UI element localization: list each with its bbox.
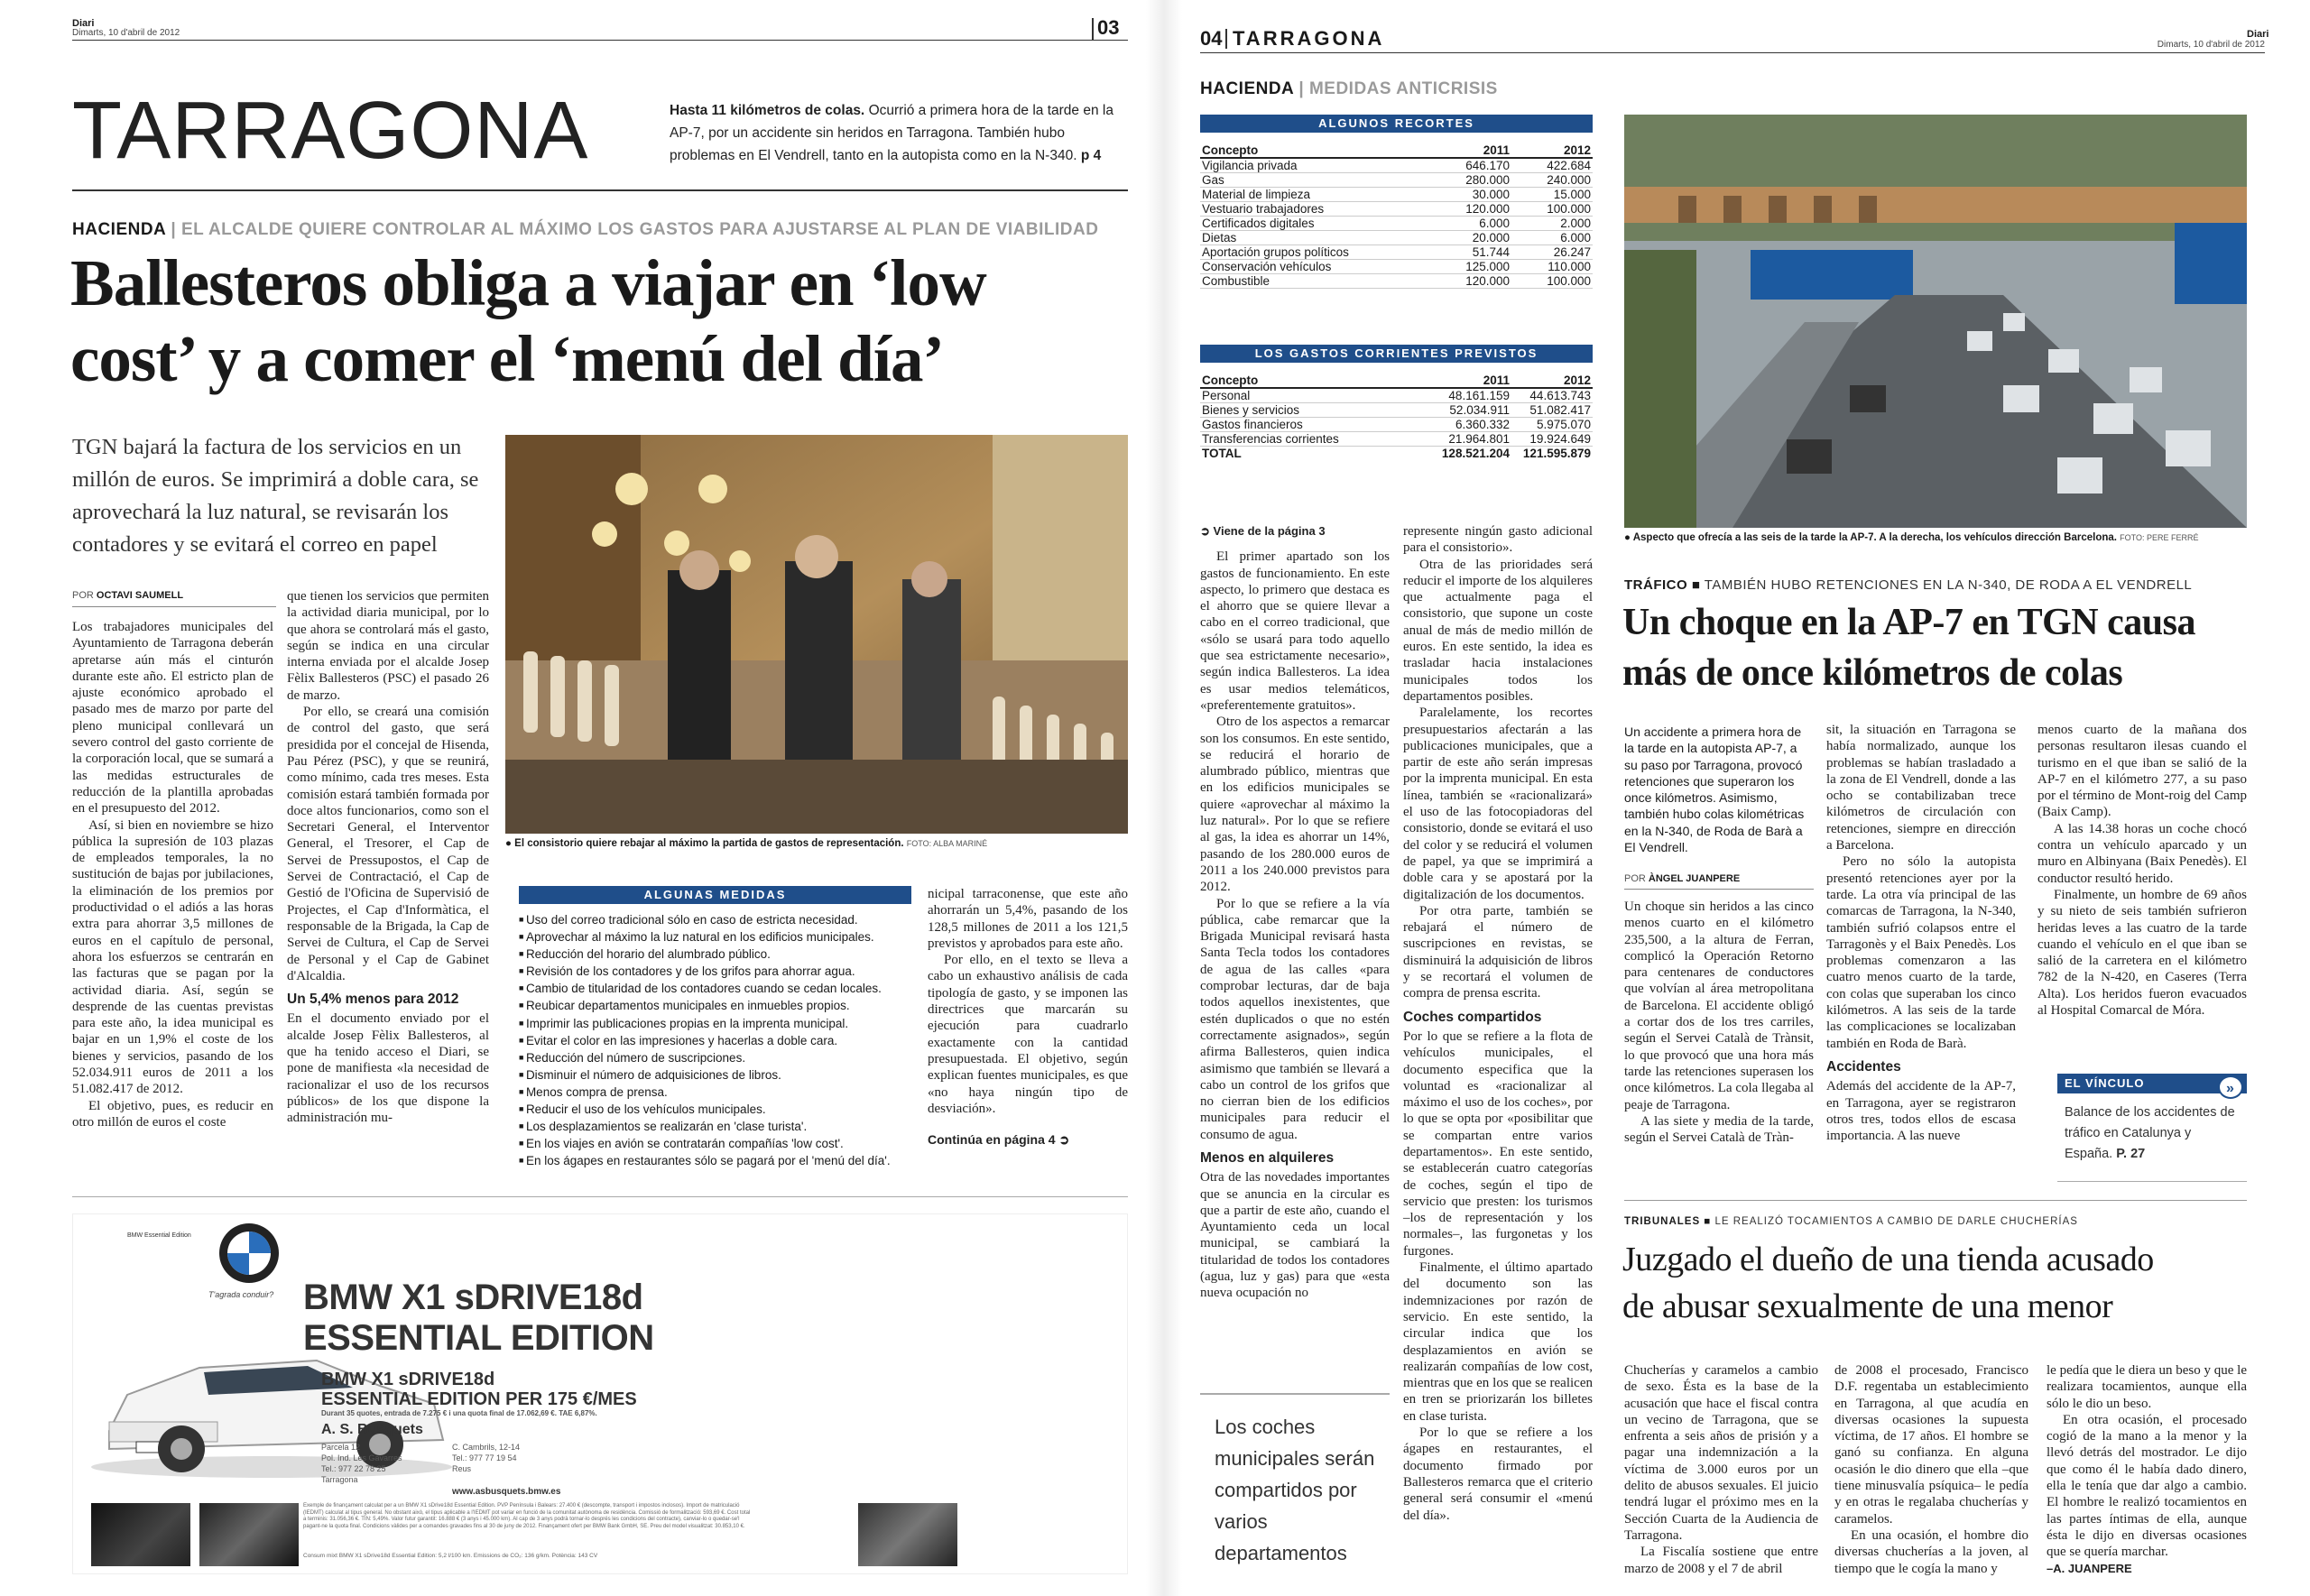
table-header-cell: 2012 (1511, 143, 1593, 158)
table-cell: 120.000 (1430, 202, 1511, 217)
left-page (0, 0, 1146, 1596)
right-kicker: HACIENDA | MEDIDAS ANTICRISIS (1200, 79, 1498, 98)
table-cell: 240.000 (1511, 173, 1593, 188)
table-row (1200, 217, 1593, 231)
right-page-number-divider (1225, 29, 1227, 49)
cuts-table-box (1200, 115, 1593, 289)
table-cell: 21.964.801 (1430, 432, 1511, 447)
traffic-headline-line-1: Un choque en la AP-7 en TGN causa (1622, 602, 2195, 643)
table-cell: 2.000 (1511, 217, 1593, 231)
section-title: TARRAGONA (72, 86, 589, 176)
table-cell: Dietas (1200, 231, 1430, 245)
measure-item: ■ Aprovechar al máximo la luz natural en los edificios municipales. (519, 928, 911, 946)
ad-address-2: C. Cambrils, 12-14 Tel.: 977 77 19 54 Reus (452, 1443, 521, 1473)
table-cell: 280.000 (1430, 173, 1511, 188)
continued-column-2 (1403, 523, 1593, 1583)
headline-line-2: cost’ y a comer el ‘menú del día’ (70, 322, 944, 395)
col4-paragraph: nicipal tarraconense, que este año ahorrarán un 5,4%, pasando de los 128,5 millones de 2011 a los 121,5 previstos y aprobados para este año. (928, 887, 1128, 951)
right-masthead-date: Dimarts, 10 d'abril de 2012 (2157, 40, 2265, 50)
table-cell: 51.082.417 (1511, 403, 1593, 418)
table-row (1200, 231, 1593, 245)
table-total-row (1200, 447, 1593, 461)
measures-list (519, 911, 911, 1169)
masthead-rule (72, 40, 1128, 41)
court-signoff: –A. JUANPERE (2047, 1561, 2132, 1575)
council-photo (505, 435, 1128, 834)
ad-legal-2: Consum mixt BMW X1 sDrive18d Essential Edition: 5,2 l/100 km. Emissions de CO₂: 136 g/km. Potència: 143 CV (303, 1553, 598, 1559)
court-col3-paragraph: le pedía que le diera un beso y que le realizara tocamientos, aunque ella sólo le dio un beso. (2047, 1363, 2247, 1411)
right-masthead-brand: Diari (2247, 29, 2269, 40)
cont-col2-paragraph: Otra de las prioridades será reducir el importe de los alquileres que actualmente paga el consistorio, que supone un coste anual de más de medio millón de euros. En este sentido, la idea es trasladar hacia instalaciones municipales todos los departamentos posibles. (1403, 557, 1593, 704)
table-cell: 20.000 (1430, 231, 1511, 245)
table-cell: Transferencias corrientes (1200, 432, 1430, 447)
table-cell: Material de limpieza (1200, 188, 1430, 202)
table-cell: 6.000 (1511, 231, 1593, 245)
table-row (1200, 245, 1593, 260)
ad-edition: ESSENTIAL EDITION (303, 1318, 654, 1358)
court-col1-paragraph: Chucherías y caramelos a cambio de sexo. Ésta es la base de la acusación que hace el fiscal contra un vecino de Tarragona, que se enfrenta a seis años de prisión y a pagar una indemnización a la víctima de 3.000 euros por un delito de abusos sexuales. El juicio tendrá lugar el próximo mes en la Sección Cuarta de la Audiencia de Tarragona. (1624, 1363, 1818, 1543)
table-cell: 26.247 (1511, 245, 1593, 260)
traffic-column-1 (1624, 899, 1814, 1196)
kicker: HACIENDA | EL ALCALDE QUIERE CONTROLAR AL MÁXIMO LOS GASTOS PARA AJUSTARSE AL PLAN DE VIABILIDAD (72, 220, 1099, 239)
masthead-brand: Diari (72, 18, 95, 29)
ad-headlight-thumb (91, 1503, 190, 1566)
right-page (1182, 0, 2310, 1596)
link-arrow-icon: » (2218, 1075, 2243, 1099)
traffic-col1-paragraph: Un choque sin heridos a las cinco menos cuarto en el kilómetro 235,500, a la altura de Ferran, complicó la Operación Retorno para centenares de conductores que volvían al área metropolitana de Barcelona. El accidente obligó a cortar dos de los tres carriles, según el Servei Català de Trànsit, lo que provocó que una hora más tarde las retenciones superasen los once kilómetros. La cola llegaba al peaje de Tarragona. (1624, 899, 1814, 1112)
table-cell: TOTAL (1202, 447, 1242, 460)
measure-item: ■ Uso del correo tradicional sólo en caso de estricta necesidad. (519, 911, 911, 928)
col2-paragraph: En el documento enviado por el alcalde Josep Fèlix Ballesteros, al que ha tenido acceso el Diari, se pone de manifiesta «la necesidad de racionalizar el uso de los recursos públicos» de los que dispone la administración mu- (287, 1011, 489, 1126)
council-staircase-image (505, 435, 1128, 834)
traffic-kicker: TRÁFICO ■ TAMBIÉN HUBO RETENCIONES EN LA N-340, DE RODA A EL VENDRELL (1624, 577, 2193, 593)
court-headline-line-2: de abusar sexualmente de una menor (1622, 1287, 2113, 1325)
teaser (670, 99, 1130, 167)
table-cell: 19.924.649 (1511, 432, 1593, 447)
kicker-sub: EL ALCALDE QUIERE CONTROLAR AL MÁXIMO LOS GASTOS PARA AJUSTARSE AL PLAN DE VIABILIDAD (180, 220, 1099, 239)
traffic-col2-paragraph: Pero no sólo la autopista presentó retenciones ayer por la tarde. La otra vía principal de las comarcas de Tarragona, la N-340, también sufrió colapsos entre el Tarragonès y el Baix Penedès. Los problemas comenzaron a las cuatro menos cuarto de la tarde, con colas que superaban los cinco kilómetros. A las seis de la tarde las complicaciones se localizaban también en Roda de Barà. (1826, 854, 2016, 1051)
teaser-page-ref: p 4 (1080, 148, 1102, 163)
cont-col1-paragraph: Otro de los aspectos a remarcar son los consumos. En este sentido, se reducirá el horario de alumbrado público, mientras que en los edificios municipales se quiere «aprovechar al máximo la luz natural». Por lo que se refiere al gas, la idea es ahorrar un 14%, pasando de los 280.000 euros de 2011 a los 240.000 previstos para 2012. (1200, 715, 1390, 895)
traffic-photo-credit: FOTO: PERE FERRÉ (2120, 533, 2199, 542)
table-cell: 44.613.743 (1511, 388, 1593, 403)
table-row (1200, 403, 1593, 418)
quote-rule (1200, 1393, 1390, 1395)
traffic-kicker-sub: TAMBIÉN HUBO RETENCIONES EN LA N-340, DE RODA A EL VENDRELL (1704, 577, 2193, 593)
court-col2-paragraph: En una ocasión, el hombre dio diversas chucherías a la joven, al tiempo que le cogía la mano y (1834, 1527, 2028, 1576)
article-column-4 (928, 886, 1128, 1148)
article-column-1 (72, 619, 273, 1160)
cont-col2-subhead: Coches compartidos (1403, 1009, 1542, 1025)
table-header-cell: 2011 (1430, 374, 1511, 388)
traffic-col3-paragraph: menos cuarto de la mañana dos personas resultaron ilesas cuando el turismo en el que iban se salió de la AP-7 en el kilómetro 277, a su paso por el término de Mont-roig del Camp (Baix Camp). (2037, 723, 2247, 820)
cont-col1-paragraph: Otra de las novedades importantes que se anuncia en la circular es que a partir de este año, cuando el Ayuntamiento ceda un local municipal, se cambiará la titularidad de todos los contadores (agua, luz y gas) para que «esta nueva ocupación no (1200, 1170, 1390, 1301)
traffic-byline-name: ÀNGEL JUANPERE (1648, 873, 1741, 884)
photo-credit: FOTO: ALBA MARINÉ (906, 839, 988, 848)
court-col3-paragraph: En otra ocasión, el procesado cogió de la mano a la menor y la llevó detrás del mostrador. Le dijo que como él le había dado dinero, ella le tenía que dar algo a cambio. El hombre le realizó tocamientos en las partes íntimas de ella, aunque ésta le dijo en diversas ocasiones que se quería marchar. (2047, 1412, 2247, 1560)
table-cell: 51.744 (1430, 245, 1511, 260)
table-cell: Vestuario trabajadores (1200, 202, 1430, 217)
court-col2-paragraph: de 2008 el procesado, Francisco D.F. regentaba un establecimiento en Tarragona, al que acudía en diversas ocasiones la supuesta víctima, de 17 años. El hombre se ganó su confianza. En alguna ocasión le dio dinero que ella –que tiene minusvalía psíquica– le pedía y en otras le regalaba chucherías y caramelos. (1834, 1363, 2028, 1527)
ad-interior-thumb (858, 1503, 957, 1566)
cont-col1-paragraph: El primer apartado son los gastos de funcionamiento. En este aspecto, lo primero que destaca es el ahorro que se quiere llevar a cabo en el correo tradicional, que «sólo se usará para todo aquello que sea estrictamente necesario», según indica Ballesteros. La idea es usar medios telemáticos, «preferentemente gratuitos». (1200, 549, 1390, 713)
court-headline-line-1: Juzgado el dueño de una tienda acusado (1622, 1241, 2154, 1278)
table-row (1200, 202, 1593, 217)
table-row (1200, 432, 1593, 447)
table-cell: 48.161.159 (1430, 388, 1511, 403)
table-header-cell: Concepto (1200, 374, 1430, 388)
traffic-col2-paragraph: sit, la situación en Tarragona se había normalizado, aunque los problemas se habían trasladado a la zona de El Vendrell, donde a las ocho se contabilizaban trece kilómetros de circulación con retenciones, siempre en dirección a Barcelona. (1826, 723, 2016, 853)
right-kicker-label: HACIENDA (1200, 79, 1294, 98)
bmw-ad (72, 1213, 1128, 1574)
ad-small-logo-text: BMW Essential Edition (127, 1232, 191, 1239)
table-cell: Vigilancia privada (1200, 158, 1430, 173)
cont-col1-paragraph: Por lo que se refiere a la vía pública, cabe remarcar que la Brigada Municipal revisará hasta Santa Tecla todos los contadores de agua de las calles «para comprobar lecturas, dar de baja todos aquellos inexistentes, que estén duplicados o que no estén correctamente asignados», según afirma Ballesteros, quien indica asimismo que también se llevará a cabo un control de los grifos que no cierran bien de los edificios municipales para reducir el consumo de agua. (1200, 896, 1390, 1142)
court-column-3 (2047, 1362, 2247, 1583)
table-cell: 6.360.332 (1430, 418, 1511, 432)
table-row (1200, 388, 1593, 403)
continues-link[interactable]: Continúa en página 4 ➲ (928, 1132, 1070, 1148)
right-section-label: TARRAGONA (1233, 27, 1385, 50)
table-header-cell: 2012 (1511, 374, 1593, 388)
kicker-label: HACIENDA (72, 220, 166, 239)
col1-paragraph: Así, si bien en noviembre se hizo pública la supresión de 103 plazas de empleados temporales, la no sustitución de bajas por jubilaciones, la eliminación de los premios por productividad o el adiós a las horas extra para ahorrar 3,5 millones de euros en el capítulo de personal, ahora los esfuerzos se centrarán en las facturas que se pagan por la actividad diaria. Así, según se desprende de las cuentas previstas para este año, la idea municipal es bajar en un 1,9% el coste de los bienes y servicios, pasando de los 52.034.911 euros de 2011 a los 51.082.417 de 2012. (72, 817, 273, 1097)
ad-dealer: A. S. Busquets (321, 1422, 423, 1437)
table-cell: 100.000 (1511, 274, 1593, 289)
col1-paragraph: Los trabajadores municipales del Ayuntamiento de Tarragona deberán apretarse aún más el cinturón durante este año. El estricto plan de ajuste económico aprobado el pasado mes de marzo por parte del pleno municipal conllevará un severo control del gasto corriente de la corporación local, que se sumará a las medidas estructurales de reducción de la plantilla aprobadas en el presupuesto del 2012. (72, 620, 273, 816)
table-row (1200, 173, 1593, 188)
ad-rule (72, 1196, 1128, 1197)
traffic-kicker-label: TRÁFICO (1624, 577, 1688, 593)
measure-item: ■ Reducir el uso de los vehículos municipales. (519, 1101, 911, 1118)
table-cell: Aportación grupos políticos (1200, 245, 1430, 260)
table-row (1200, 158, 1593, 173)
masthead-date: Dimarts, 10 d'abril de 2012 (72, 28, 180, 38)
table-row (1200, 260, 1593, 274)
link-box-text: Balance de los accidentes de tráfico en Catalunya y España. P. 27 (2065, 1105, 2235, 1161)
measure-item: ■ Los desplazamientos se realizarán en 'clase turista'. (519, 1118, 911, 1135)
teaser-bold: Hasta 11 kilómetros de colas. (670, 103, 865, 118)
cont-col2-paragraph: Por lo que se refiere a la flota de vehículos municipales, el documento especifica que la voluntad es «racionalizar al máximo el uso de los coches», por lo que se opta por «posibilitar que se compartan entre varios departamentos». En este sentido, se establecerán cuatro categorías de coches, según el tipo de servicio que presten: los turismos –los de representación y los normales–, las furgonetas y los furgones. (1403, 1029, 1593, 1259)
byline-rule (72, 606, 276, 607)
deck: TGN bajará la factura de los servicios en un millón de euros. Se imprimirá a doble cara, se aprovechará la luz natural, se revisarán los contadores y se evitará el correo en papel (72, 435, 479, 557)
table-row (1200, 418, 1593, 432)
table-cell: Gas (1200, 173, 1430, 188)
table-cell: 30.000 (1430, 188, 1511, 202)
link-box[interactable] (2057, 1074, 2247, 1182)
traffic-col1-paragraph: A las siete y media de la tarde, según el Servei Català de Tràn- (1624, 1113, 1814, 1146)
ad-url[interactable]: www.asbusquets.bmw.es (452, 1487, 561, 1497)
link-box-label: EL VÍNCULO » (2057, 1074, 2247, 1093)
table-cell: Conservación vehículos (1200, 260, 1430, 274)
byline (72, 590, 183, 601)
measure-item: ■ En los ágapes en restaurantes sólo se pagará por el 'menú del día'. (519, 1152, 911, 1169)
col2-paragraph: Por ello, se creará una comisión de control del gasto, que será presidida por el concejal de Hisenda, Pau Pérez (PSC), y que se reunirá, como mínimo, cada tres meses. Esta comisión estará también formada por doce altos funcionarios, como son el Secretari General, el Interventor General, el Tresorer, el Cap de Servei de Pressupostos, el Cap de Servei de Contractació, el Cap de Gestió de l'Oficina de Supervisió de Projectes, el Cap d'Informàtica, el responsable de la Brigada, la Cap de Servei de Cultura, el Cap de Servei de Personal y el Cap de Gabinet d'Alcaldia. (287, 705, 489, 983)
traffic-byline: POR ÀNGEL JUANPERE (1624, 873, 1741, 884)
court-kicker-label: TRIBUNALES (1624, 1216, 1701, 1227)
table-cell: Gastos financieros (1200, 418, 1430, 432)
page-number-divider (1092, 18, 1094, 40)
cont-col2-paragraph: Por lo que se refiere a los ágapes en restaurantes, el documento firmado por Ballesteros remarca que el criterio general será consumir el «menú del día». (1403, 1425, 1593, 1523)
byline-prefix: POR (72, 590, 94, 601)
measure-item: ■ Cambio de titularidad de los contadores cuando se cedan locales. (519, 980, 911, 997)
measure-item: ■ Menos compra de prensa. (519, 1084, 911, 1101)
teaser-text: Ocurrió a primera hora de la tarde en la AP-7, por un accidente sin heridos en Tarragona. También hubo problemas en El Vendrell, tanto en la autopista como en la N-340. (670, 103, 1113, 163)
table-row (1200, 188, 1593, 202)
traffic-headline-line-2: más de once kilómetros de colas (1622, 652, 2123, 694)
photo-caption: ● El consistorio quiere rebajar al máximo la partida de gastos de representación. FOTO: ALBA MARINÉ (505, 838, 988, 849)
ad-slogan: T'agrada conduir? (208, 1290, 274, 1299)
measure-item: ■ Revisión de los contadores y de los grifos para ahorrar agua. (519, 963, 911, 980)
cont-col2-paragraph: Finalmente, el último apartado del documento son las indemnizaciones por razón de servicio. En este sentido, la circular indica que los desplazamientos en avión se realizarán compañías de low cost, mientras que en los que se realicen en tren se priorizarán los billetes en clase turista. (1403, 1260, 1593, 1424)
pull-quote: Los coches municipales serán compartidos por varios departamentos (1215, 1416, 1375, 1564)
col2-subhead: Un 5,4% menos para 2012 (287, 992, 459, 1008)
tribunales-rule (1624, 1200, 2247, 1201)
traffic-column-3 (2037, 722, 2247, 1092)
measure-item: ■ Reubicar departamentos municipales en inmuebles propios. (519, 997, 911, 1014)
photo-caption-text: El consistorio quiere rebajar al máximo la partida de gastos de representación. (514, 838, 904, 849)
table-cell: 121.595.879 (1522, 447, 1591, 460)
right-kicker-sub: MEDIDAS ANTICRISIS (1308, 79, 1498, 98)
ad-offer-small: Durant 35 quotes, entrada de 7.275 € i una quota final de 17.062,69 €. TAE 6,87%. (321, 1409, 597, 1417)
cont-col2-paragraph: Por otra parte, también se rebajará el número de suscripciones en revistas, se disminuirá la adquisición de libros y se recortará el volumen de compra de prensa escrita. (1403, 903, 1593, 1001)
table-cell: Bienes y servicios (1200, 403, 1430, 418)
table-row (1200, 274, 1593, 289)
traffic-photo (1624, 115, 2247, 528)
continued-column-1 (1200, 523, 1390, 1301)
table-cell: 110.000 (1511, 260, 1593, 274)
right-page-number: 04 (1200, 27, 1223, 50)
table-cell: Combustible (1200, 274, 1430, 289)
court-column-2 (1834, 1362, 2028, 1583)
table-header-cell: 2011 (1430, 143, 1511, 158)
right-masthead-rule (1200, 52, 2265, 53)
from-page-ref: ➲ Viene de la página 3 (1200, 524, 1326, 538)
bmw-logo-icon (217, 1222, 281, 1285)
article-column-2 (287, 588, 489, 1158)
measures-title: ALGUNAS MEDIDAS (519, 886, 911, 904)
traffic-col2-subhead: Accidentes (1826, 1058, 1901, 1075)
cuts-table-title: ALGUNOS RECORTES (1200, 115, 1593, 133)
headline (70, 245, 1135, 397)
table-cell: 5.975.070 (1511, 418, 1593, 432)
cont-col1-subhead: Menos en alquileres (1200, 1149, 1335, 1166)
cont-col2-paragraph: represente ningún gasto adicional para el consistorio». (1403, 524, 1593, 556)
top-section-rule (72, 189, 1128, 191)
court-column-1 (1624, 1362, 1818, 1583)
motorway-image (1624, 115, 2247, 528)
traffic-photo-caption: ● Aspecto que ofrecía a las seis de la tarde la AP-7. A la derecha, los vehículos dirección Barcelona. FOTO: PERE FERRÉ (1624, 532, 2199, 543)
table-cell: 120.000 (1430, 274, 1511, 289)
table-cell: Personal (1200, 388, 1430, 403)
page-gutter (1146, 0, 1182, 1596)
col1-paragraph: El objetivo, pues, es reducir en otro millón de euros el coste (72, 1098, 273, 1130)
traffic-lead: Un accidente a primera hora de la tarde en la autopista AP-7, a su paso por Tarragona, provocó retenciones que superaron los once kilómetros. Asimismo, también hubo colas kilométricas en la N-340, de Roda de Barà a El Vendrell. (1624, 724, 1805, 855)
col2-paragraph: que tienen los servicios que permiten la actividad diaria municipal, por lo que ahora se controlará más el gasto, según se indica en una circular interna enviada por el alcalde Josep Fèlix Ballesteros (PSC) el pasado 26 de marzo. (287, 589, 489, 703)
traffic-col2-paragraph: Además del accidente de la AP-7, en Tarragona, ayer se registraron otros tres, todos ellos de escasa importancia. A las nueve (1826, 1079, 2016, 1144)
ad-offer-title: BMW X1 sDRIVE18d (321, 1370, 495, 1389)
cuts-table (1200, 143, 1593, 289)
table-cell: 128.521.204 (1441, 447, 1510, 460)
table-cell: 100.000 (1511, 202, 1593, 217)
traffic-caption-text: Aspecto que ofrecía a las seis de la tarde la AP-7. A la derecha, los vehículos dirección Barcelona. (1632, 532, 2117, 543)
ad-legal: Exemple de finançament calculat per a un BMW X1 sDrive18d Essential Edition. PVP Península i Balears: 27.400 € (descompte, transport i impostos inclosos). Import de matriculació (IEDMT) calculat al tipus general. No obstant això, el tipus aplicable a l'IEDMT pot variar en funció de la comunitat autònoma de residència. Comissió de formalització: 593,69 €. Cost total a terminis: 31.056,36 €. TIN: 5,49%. Valor futur garantit: 16.888 € (3 anys i 45.000 km). Al cap de 3 anys podrà tornar-lo després les condicions del contracte), canviar-lo o quedar-se'l pagant-ne la quota final. Condicions vàlides per a comandes gravades fins al 30 de juny de 2012. Finançament ofert per BMW Bank GmbH, SE. Preu del model visualitzat: 30.853,10 €. (303, 1503, 751, 1529)
table-cell: 422.684 (1511, 158, 1593, 173)
table-cell: Certificados digitales (1200, 217, 1430, 231)
measure-item: ■ Reducción del horario del alumbrado público. (519, 946, 911, 963)
table-cell: 6.000 (1430, 217, 1511, 231)
measures-box (519, 886, 911, 1169)
ad-offer-line: ESSENTIAL EDITION PER 175 €/MES (321, 1389, 637, 1409)
table-cell: 52.034.911 (1430, 403, 1511, 418)
expenses-table-box (1200, 345, 1593, 460)
court-kicker: TRIBUNALES ■ LE REALIZÓ TOCAMIENTOS A CAMBIO DE DARLE CHUCHERÍAS (1624, 1216, 2078, 1227)
court-col1-paragraph: La Fiscalía sostiene que entre marzo de 2008 y el 7 de abril (1624, 1545, 1818, 1576)
measure-item: ■ En los viajes en avión se contratarán compañías 'low cost'. (519, 1135, 911, 1152)
traffic-headline (1622, 597, 2254, 698)
measure-item: ■ Imprimir las publicaciones propias en la imprenta municipal. (519, 1015, 911, 1032)
court-kicker-sub: LE REALIZÓ TOCAMIENTOS A CAMBIO DE DARLE CHUCHERÍAS (1714, 1216, 2078, 1227)
expenses-table-title: LOS GASTOS CORRIENTES PREVISTOS (1200, 345, 1593, 363)
table-cell: 15.000 (1511, 188, 1593, 202)
measure-item: ■ Evitar el color en las impresiones y hacerlas a doble cara. (519, 1032, 911, 1049)
traffic-column-2 (1826, 722, 2016, 1200)
court-headline (1622, 1236, 2254, 1330)
ad-address-1: Parcela 12 Pol. Ind. Les Gavarres Tel.: 977 22 78 25 Tarragona (321, 1443, 402, 1484)
measure-item: ■ Reducción del número de suscripciones. (519, 1049, 911, 1066)
traffic-byline-rule (1624, 889, 1814, 890)
table-cell: 125.000 (1430, 260, 1511, 274)
traffic-col3-paragraph: Finalmente, un hombre de 69 años y su nieto de seis también sufrieron heridas leves a las cuatro de la tarde cuando el vehículo en el que iban se salió de la carretera en el kilómetro 782 de la N-420, en Caseres (Terra Alta). Los heridos fueron evacuados al Hospital Comarcal de Móra. (2037, 887, 2247, 1019)
link-box-page-ref: P. 27 (2116, 1147, 2146, 1161)
cont-col2-paragraph: Paralelamente, los recortes presupuestarios afectarán a las publicaciones municipales, que a partir de este año serán impresas por la imprenta municipal. En esta línea, también se «racionalizará» el uso de las fotocopiadoras del consistorio, donde se evitará el uso del color y se reducirá el volumen de papel, ya que se imprimirá a doble cara y se apostará por la digitalización de los documentos. (1403, 706, 1593, 902)
page-number: 03 (1097, 16, 1120, 39)
traffic-col3-paragraph: A las 14.38 horas un coche chocó contra un vehículo aparcado y un muro en Albinyana (Baix Penedès). El conductor resultó herido. (2037, 821, 2247, 886)
byline-name: OCTAVI SAUMELL (96, 590, 184, 601)
headline-line-1: Ballesteros obliga a viajar en ‘low (70, 246, 986, 319)
ad-model: BMW X1 sDRIVE18d (303, 1278, 643, 1317)
table-header-cell: Concepto (1200, 143, 1430, 158)
table-cell: 646.170 (1430, 158, 1511, 173)
ad-dashboard-thumb (199, 1503, 299, 1566)
col4-paragraph: Por ello, en el texto se lleva a cabo un exhaustivo análisis de cada tipología de gasto, y se imponen las directrices que marcarán su ejecución para cuadrarlo exactamente con la cantidad presupuestada. El objetivo, según explican fuentes municipales, es que «no haya ningún tipo de desviación». (928, 953, 1128, 1116)
expenses-table (1200, 374, 1593, 460)
measure-item: ■ Disminuir el número de adquisiciones de libros. (519, 1066, 911, 1084)
